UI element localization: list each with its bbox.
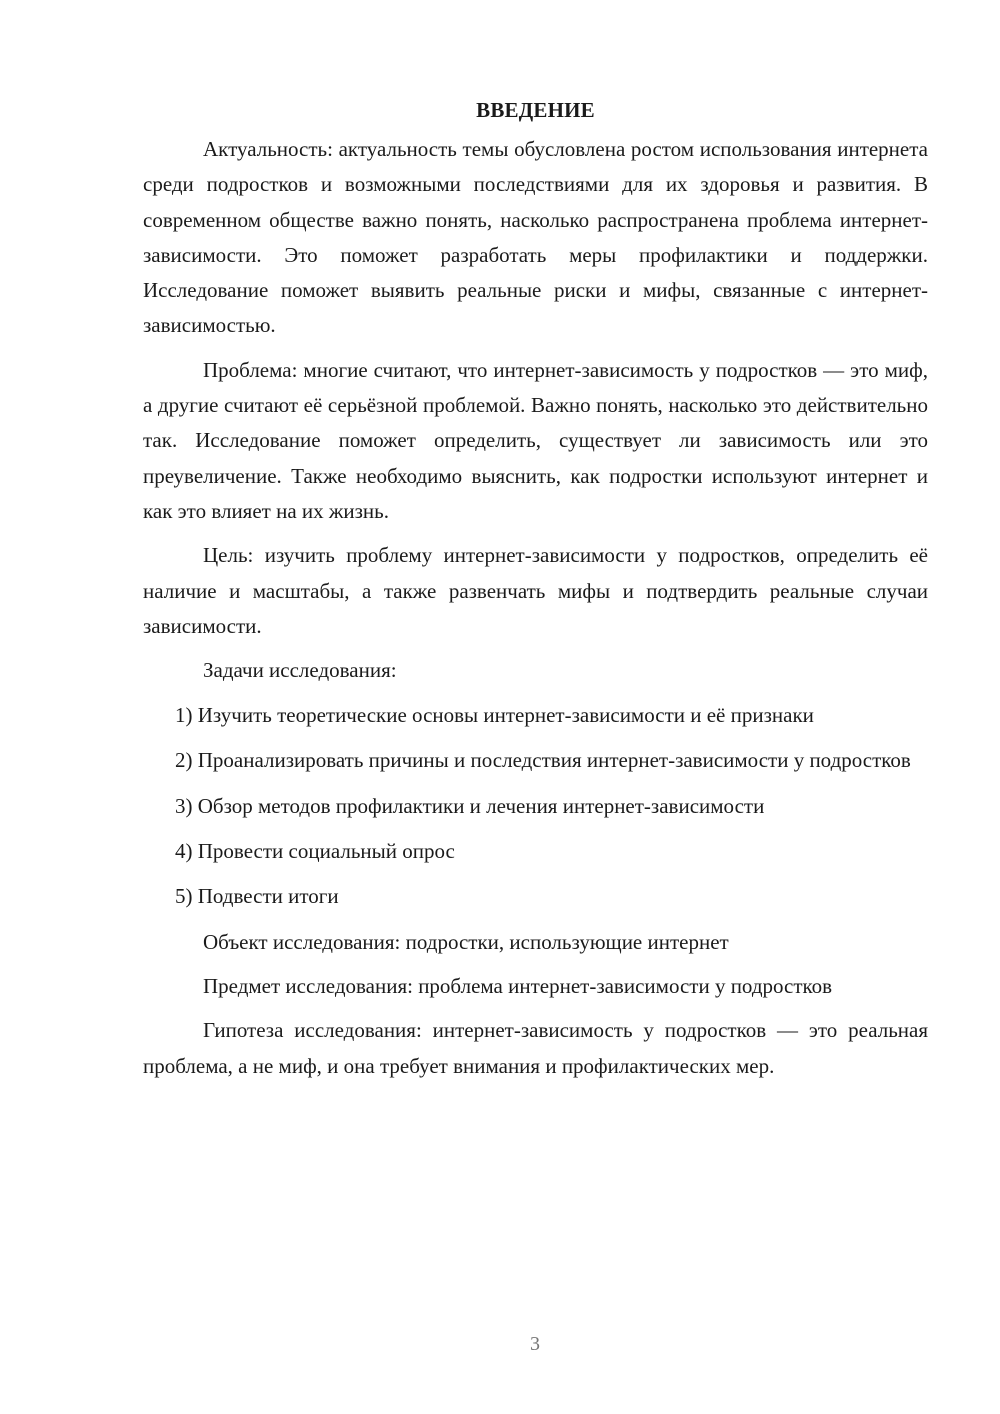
paragraph-object: Объект исследования: подростки, использующие интернет [203, 929, 729, 954]
paragraph-hypothesis: Гипотеза исследования: интернет-зависимость у подростков — это реальная проблема, а не миф, и она требует внимания и профилактических мер. [143, 1018, 928, 1078]
paragraph-problem: Проблема: многие считают, что интернет-зависимость у подростков — это миф, а другие считают её серьёзной проблемой. Важно понять, насколько это действительно так. Исследование поможет определить, существует ли зависимость или это преувеличение. Также необходимо выяснить, как подростки используют интернет и как это влияет на их жизнь. [143, 357, 928, 523]
page-title: ВВЕДЕНИЕ [476, 98, 595, 122]
task-item: 1) Изучить теоретические основы интернет-зависимости и её признаки [175, 703, 814, 728]
task-item: 4) Провести социальный опрос [175, 839, 455, 864]
task-item: 5) Подвести итоги [175, 884, 339, 909]
task-item: 2) Проанализировать причины и последствия интернет-зависимости у подростков [175, 748, 911, 773]
document-page [143, 92, 928, 1093]
paragraph-relevance: Актуальность: актуальность темы обусловлена ростом использования интернета среди подростков и возможными последствиями для их здоровья и развития. В современном обществе важно понять, насколько распространена проблема интернет-зависимости. Это поможет разработать меры профилактики и поддержки. Исследование поможет выявить реальные риски и мифы, связанные с интернет-зависимостью. [143, 137, 928, 338]
page-number: 3 [530, 1333, 540, 1355]
paragraph-goal: Цель: изучить проблему интернет-зависимости у подростков, определить её наличие и масштабы, а также развенчать мифы и подтвердить реальные случаи зависимости. [143, 543, 928, 638]
tasks-heading: Задачи исследования: [203, 658, 397, 683]
paragraph-subject: Предмет исследования: проблема интернет-зависимости у подростков [203, 973, 833, 998]
task-item: 3) Обзор методов профилактики и лечения интернет-зависимости [175, 793, 765, 818]
